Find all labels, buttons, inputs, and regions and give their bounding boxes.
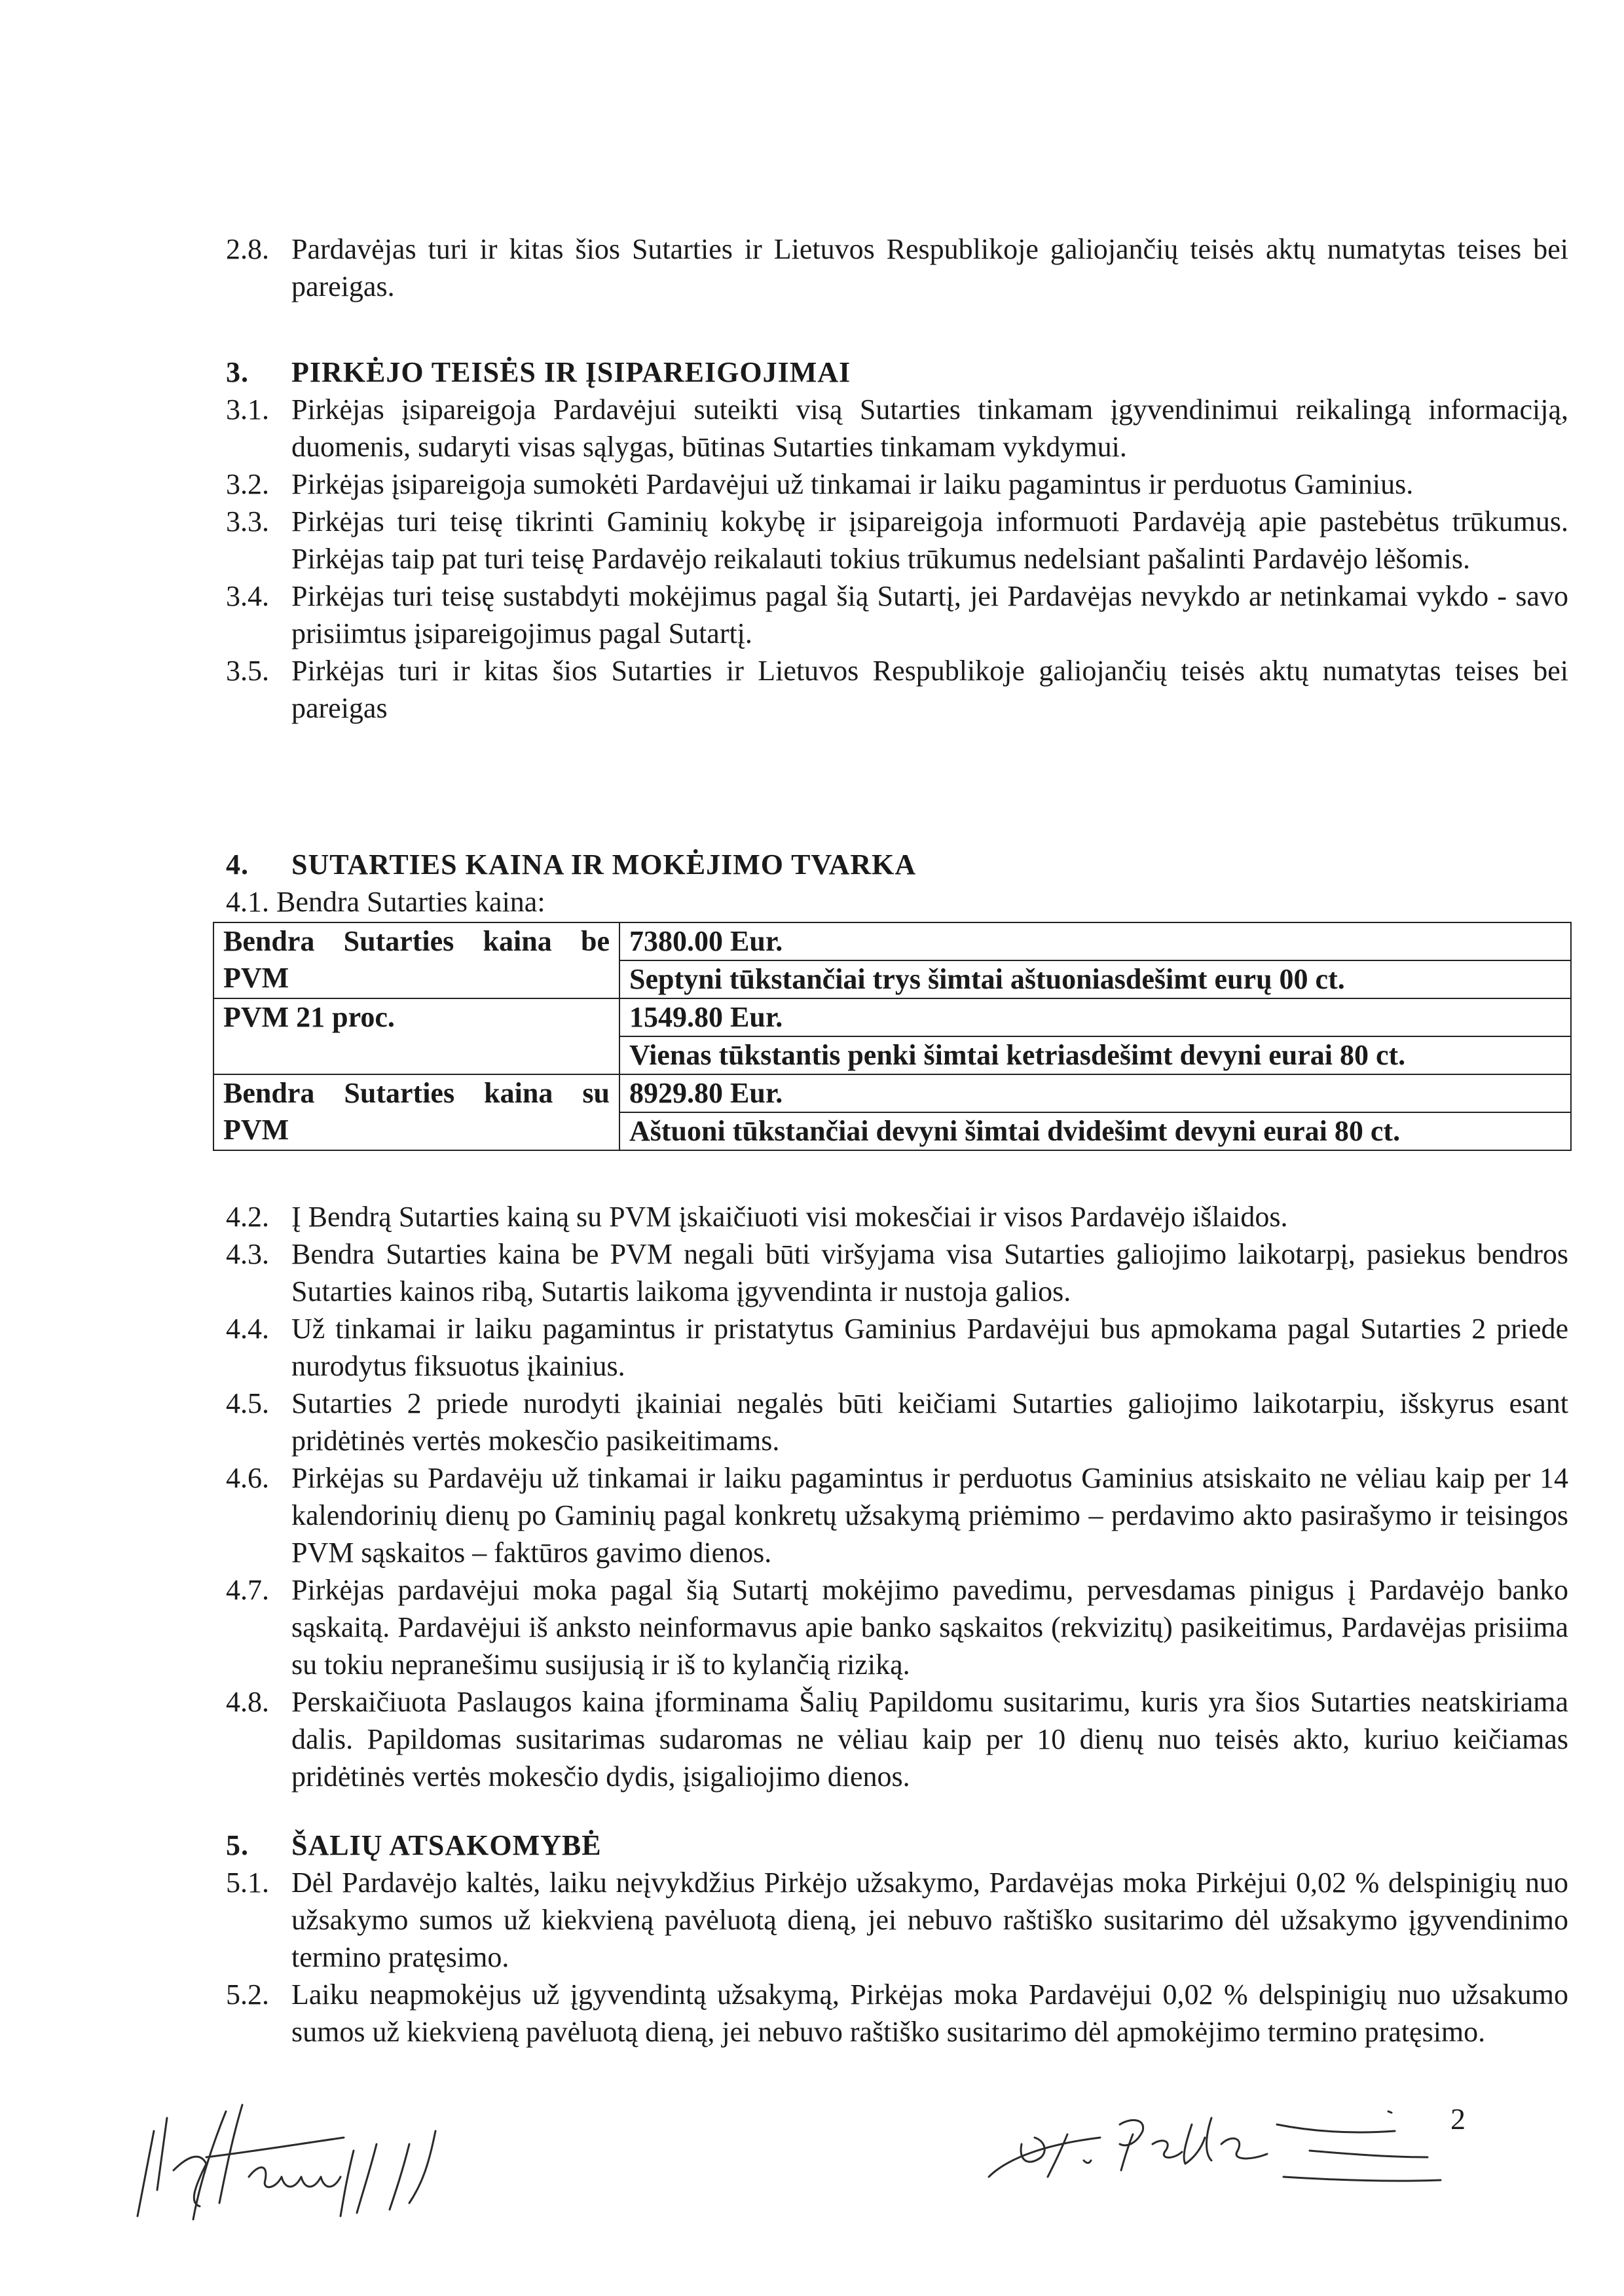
price-table (213, 922, 1572, 1151)
section-3-heading (226, 354, 1568, 391)
clause-3-5 (226, 652, 1568, 727)
clause-text: Į Bendrą Sutarties kainą su PVM įskaičiuoti visi mokesčiai ir visos Pardavėjo išlaidos. (291, 1201, 1288, 1233)
price-amount: 8929.80 Eur. (619, 1074, 1571, 1112)
clause-text: Pirkėjas turi teisę tikrinti Gaminių kokybę ir įsipareigoja informuoti Pardavėją apie pastebėtus trūkumus. Pirkėjas taip pat turi teisę Pardavėjo reikalauti tokius trūkumus nedelsiant pašalinti Pardavėjo lėšomis. (291, 505, 1568, 575)
price-label: Bendra Sutarties kaina su PVM (213, 1074, 619, 1150)
section-title: PIRKĖJO TEISĖS IR ĮSIPAREIGOJIMAI (291, 356, 851, 388)
clause-number: 2.8. (226, 233, 269, 265)
clause-text: Pirkėjas turi ir kitas šios Sutarties ir Lietuvos Respublikoje galiojančių teisės aktų numatytas teises bei pareigas (291, 655, 1568, 724)
clause-3-4 (226, 577, 1568, 652)
clause-number: 5.2. (226, 1978, 269, 2011)
clause-text: Pirkėjas turi teisę sustabdyti mokėjimus pagal šią Sutartį, jei Pardavėjas nevykdo ar netinkamai vykdo - savo prisiimtus įsipareigojimus pagal Sutartį. (291, 580, 1568, 649)
section-number: 3. (226, 356, 249, 388)
price-amount: 7380.00 Eur. (619, 922, 1571, 960)
section-4-heading (226, 846, 1568, 883)
clause-text: Perskaičiuota Paslaugos kaina įforminama Šalių Papildomu susitarimu, kuris yra šios Sutarties neatskiriama dalis. Papildomas susitarimas sudaromas ne vėliau kaip per 10 dienų nuo teisės akto, kuriuo keičiamas pridėtinės vertės mokesčio dydis, įsigaliojimo dienos. (291, 1686, 1568, 1793)
section-number: 4. (226, 848, 249, 881)
section-title: SUTARTIES KAINA IR MOKĖJIMO TVARKA (291, 848, 917, 881)
clause-3-1 (226, 391, 1568, 465)
clause-4-6 (226, 1459, 1568, 1571)
price-words: Septyni tūkstančiai trys šimtai aštuoniasdešimt eurų 00 ct. (619, 960, 1571, 998)
clause-number: 4.5. (226, 1387, 269, 1419)
clause-text: Pirkėjas įsipareigoja Pardavėjui suteikti visą Sutarties tinkamam įgyvendinimui reikalingą informaciją, duomenis, sudaryti visas sąlygas, būtinas Sutarties tinkamam vykdymui. (291, 393, 1568, 463)
section-2-tail (226, 230, 1568, 305)
clause-5-1 (226, 1864, 1568, 1976)
clause-number: 3.2. (226, 468, 269, 500)
clause-text: Pirkėjas pardavėjui moka pagal šią Sutartį mokėjimo pavedimu, pervesdamas pinigus į Pardavėjo banko sąskaitą. Pardavėjui iš anksto neinformavus apie banko sąskaitos (rekvizitų) pasikeitimus, Pardavėjas prisiima su tokiu nepranešimu susijusią ir iš to kylančią riziką. (291, 1574, 1568, 1681)
section-5-heading (226, 1827, 1568, 1864)
section-3 (226, 354, 1568, 727)
clause-number: 4.7. (226, 1574, 269, 1606)
clause-text: Pardavėjas turi ir kitas šios Sutarties ir Lietuvos Respublikoje galiojančių teisės aktų numatytas teises bei pareigas. (291, 233, 1568, 302)
clause-3-2 (226, 465, 1568, 503)
clause-number: 3.3. (226, 505, 269, 538)
price-amount: 1549.80 Eur. (619, 998, 1571, 1036)
clause-number: 4.4. (226, 1313, 269, 1345)
section-title: ŠALIŲ ATSAKOMYBĖ (291, 1829, 602, 1861)
price-row-vat (213, 998, 1571, 1036)
clause-4-5 (226, 1385, 1568, 1459)
clause-4-4 (226, 1310, 1568, 1385)
clause-text: Sutarties 2 priede nurodyti įkainiai negalės būti keičiami Sutarties galiojimo laikotarpiu, išskyrus esant pridėtinės vertės mokesčio pasikeitimams. (291, 1387, 1568, 1457)
clause-4-3 (226, 1235, 1568, 1310)
clause-4-7 (226, 1571, 1568, 1683)
clause-5-2 (226, 1976, 1568, 2050)
clause-number: 4.6. (226, 1462, 269, 1494)
seller-signature (969, 2098, 1454, 2203)
clause-2-8 (226, 230, 1568, 305)
section-5 (226, 1827, 1568, 2050)
clause-text: Už tinkamai ir laiku pagamintus ir pristatytus Gaminius Pardavėjui bus apmokama pagal Sutarties 2 priede nurodytus fiksuotus įkainius. (291, 1313, 1568, 1382)
buyer-signature (128, 2092, 494, 2223)
clause-text: Pirkėjas įsipareigoja sumokėti Pardavėjui už tinkamai ir laiku pagamintus ir perduotus Gaminius. (291, 468, 1414, 500)
clause-number: 4.8. (226, 1686, 269, 1718)
clause-4-1-intro: 4.1. Bendra Sutarties kaina: (226, 886, 545, 918)
clause-text: Dėl Pardavėjo kaltės, laiku neįvykdžius Pirkėjo užsakymo, Pardavėjas moka Pirkėjui 0,02 % delspinigių nuo užsakymo sumos už kiekvieną pavėluotą dieną, jei nebuvo raštiško susitarimo dėl užsakymo įgyvendinimo termino pratęsimo. (291, 1867, 1568, 1973)
clause-number: 3.5. (226, 655, 269, 687)
clause-3-3 (226, 503, 1568, 577)
section-number: 5. (226, 1829, 249, 1861)
clause-number: 3.4. (226, 580, 269, 612)
clause-4-2 (226, 1198, 1568, 1235)
price-row-net (213, 922, 1571, 960)
price-label: Bendra Sutarties kaina be PVM (213, 922, 619, 998)
clause-text: Laiku neapmokėjus už įgyvendintą užsakymą, Pirkėjas moka Pardavėjui 0,02 % delspinigių nuo užsakumo sumos už kiekvieną pavėluotą dieną, jei nebuvo raštiško susitarimo dėl apmokėjimo termino pratęsimo. (291, 1978, 1568, 2048)
section-4-header (226, 846, 1568, 920)
clause-number: 5.1. (226, 1867, 269, 1899)
price-label: PVM 21 proc. (213, 998, 619, 1074)
section-4-clauses (226, 1198, 1568, 1795)
page-number: 2 (1450, 2102, 1466, 2136)
clause-text: Pirkėjas su Pardavėju už tinkamai ir laiku pagamintus ir perduotus Gaminius atsiskaito ne vėliau kaip per 14 kalendorinių dienų po Gaminių pagal konkretų užsakymą priėmimo – perdavimo akto pasirašymo ir teisingos PVM sąskaitos – faktūros gavimo dienos. (291, 1462, 1568, 1569)
clause-number: 4.2. (226, 1201, 269, 1233)
clause-4-8 (226, 1683, 1568, 1795)
clause-number: 4.3. (226, 1238, 269, 1270)
price-row-gross (213, 1074, 1571, 1112)
clause-number: 3.1. (226, 393, 269, 426)
price-words: Vienas tūkstantis penki šimtai ketriasdešimt devyni eurai 80 ct. (619, 1036, 1571, 1074)
price-words: Aštuoni tūkstančiai devyni šimtai dvidešimt devyni eurai 80 ct. (619, 1112, 1571, 1150)
clause-text: Bendra Sutarties kaina be PVM negali būti viršyjama visa Sutarties galiojimo laikotarpį, pasiekus bendros Sutarties kainos ribą, Sutartis laikoma įgyvendinta ir nustoja galios. (291, 1238, 1568, 1307)
